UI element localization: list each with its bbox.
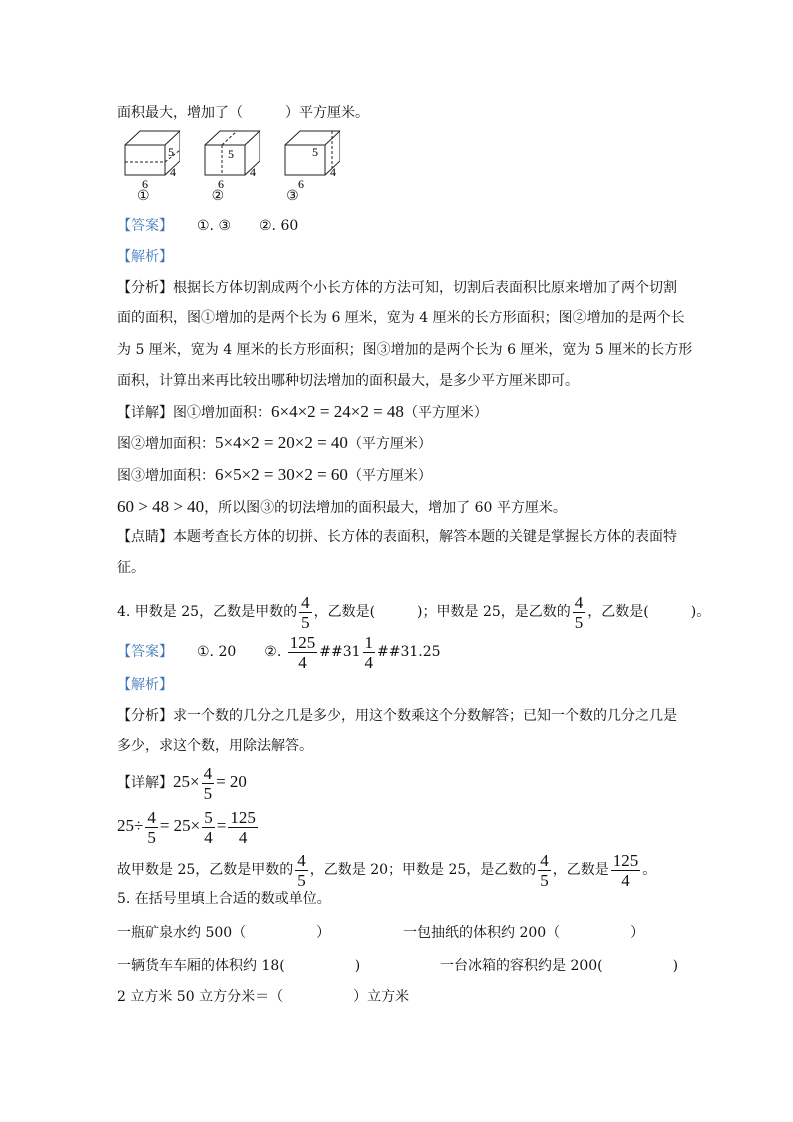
detail-label: 【详解】图①增加面积： bbox=[117, 405, 271, 421]
q4-question bbox=[117, 592, 710, 632]
den: 4 bbox=[298, 652, 307, 672]
den: 4 bbox=[364, 652, 374, 672]
q5-item: 一台冰箱的容积约是 200( ) bbox=[440, 958, 679, 974]
q5-item: 2 立方米 50 立方分米＝（ ）立方米 bbox=[117, 989, 410, 1005]
num: 125 bbox=[289, 632, 316, 652]
figure-label: ③ bbox=[286, 188, 299, 204]
q3-fenxi: 面积，计算出来再比较出哪种切法增加的面积最大，是多少平方厘米即可。 bbox=[117, 373, 579, 389]
den: 5 bbox=[297, 870, 306, 890]
num: 4 bbox=[297, 850, 306, 870]
svg-text:6: 6 bbox=[298, 177, 304, 191]
den: 4 bbox=[621, 870, 630, 890]
equation: 5×4×2 = 20×2 = 40 bbox=[215, 433, 348, 452]
svg-text:6: 6 bbox=[218, 177, 224, 191]
unit: （平方厘米） bbox=[347, 436, 432, 452]
svg-text:6: 6 bbox=[142, 177, 148, 191]
num: 125 bbox=[612, 850, 639, 870]
q5-item: 一包抽纸的体积约 200（ ） bbox=[403, 925, 645, 941]
den: 4 bbox=[204, 827, 213, 847]
figure-label: ② bbox=[211, 188, 225, 204]
cube-figure-1 bbox=[120, 128, 180, 193]
figure-label: ① bbox=[137, 188, 150, 204]
detail-label: 图③增加面积： bbox=[117, 468, 215, 484]
svg-text:4: 4 bbox=[330, 165, 336, 179]
unit: （平方厘米） bbox=[403, 405, 488, 421]
q3-fenxi: 面的面积，图①增加的是两个长为 6 厘米，宽为 4 厘米的长方形面积；图②增加的是两个长 bbox=[117, 310, 685, 326]
fraction bbox=[573, 593, 586, 632]
text: ，乙数是 bbox=[552, 862, 609, 878]
q5-item: 一辆货车车厢的体积约 18( ) bbox=[117, 958, 361, 974]
equation: 60 > 48 > 40 bbox=[117, 497, 205, 516]
cube-figure-3 bbox=[280, 128, 340, 193]
analysis-tag: 【解析】 bbox=[117, 677, 173, 693]
num: 4 bbox=[540, 850, 549, 870]
q3-dianjing: 【点睛】本题考查长方体的切拼、长方体的表面积，解答本题的关键是掌握长方体的表面特 bbox=[117, 529, 677, 545]
q3-tail: 面积最大，增加了（ ）平方厘米。 bbox=[117, 105, 369, 121]
equation: 6×4×2 = 24×2 = 48 bbox=[271, 402, 404, 421]
num: 5 bbox=[204, 807, 213, 827]
num: 4 bbox=[203, 763, 213, 783]
answer-tag: 【答案】 bbox=[117, 218, 173, 234]
den: 5 bbox=[147, 827, 156, 847]
svg-text:4: 4 bbox=[170, 165, 176, 179]
text: ##31 bbox=[319, 644, 361, 660]
num: 4 bbox=[147, 807, 156, 827]
text: ，乙数是( )。 bbox=[587, 604, 711, 620]
eq: = 20 bbox=[216, 772, 247, 791]
den: 5 bbox=[203, 783, 213, 803]
q4-answer: ①. 20 ②. bbox=[197, 644, 282, 660]
eq: 25÷ bbox=[117, 816, 144, 835]
num: 4 bbox=[301, 592, 310, 612]
q5-title: 5. 在括号里填上合适的数或单位。 bbox=[117, 891, 331, 907]
cube-figure-2 bbox=[200, 128, 260, 193]
unit: （平方厘米） bbox=[347, 468, 432, 484]
text: ##31.25 bbox=[377, 644, 441, 660]
text: ，乙数是( )；甲数是 25，是乙数的 bbox=[313, 604, 571, 620]
den: 5 bbox=[540, 870, 549, 890]
fraction bbox=[299, 593, 312, 632]
analysis-tag: 【解析】 bbox=[117, 249, 173, 265]
q4-fenxi: 【分析】求一个数的几分之几是多少，用这个数乘这个分数解答；已知一个数的几分之几是 bbox=[117, 708, 677, 724]
answer-tag: 【答案】 bbox=[117, 644, 173, 660]
svg-text:4: 4 bbox=[250, 165, 256, 179]
svg-text:5: 5 bbox=[228, 147, 234, 161]
num: 125 bbox=[230, 807, 256, 827]
svg-text:5: 5 bbox=[168, 145, 174, 159]
den: 5 bbox=[574, 612, 584, 632]
text: 4. 甲数是 25，乙数是甲数的 bbox=[117, 604, 298, 620]
q3-fenxi: 为 5 厘米，宽为 4 厘米的长方形面积；图③增加的是两个长为 6 厘米，宽为 5 厘米的长方形 bbox=[117, 342, 693, 358]
text: ，乙数是 20；甲数是 25，是乙数的 bbox=[309, 862, 537, 878]
eq: = 25× bbox=[159, 816, 201, 835]
num: 4 bbox=[574, 592, 584, 612]
q5-item: 一瓶矿泉水约 500（ ） bbox=[117, 925, 331, 941]
detail-label: 图②增加面积： bbox=[117, 436, 215, 452]
text: 。 bbox=[642, 862, 657, 878]
eq: 25× bbox=[173, 772, 200, 791]
text: 故甲数是 25，乙数是甲数的 bbox=[117, 862, 294, 878]
q3-dianjing: 征。 bbox=[117, 560, 145, 576]
q3-answer: ①. ③ ②. 60 bbox=[197, 218, 299, 234]
den: 5 bbox=[301, 612, 310, 632]
svg-text:5: 5 bbox=[312, 145, 318, 159]
q4-fenxi: 多少，求这个数，用除法解答。 bbox=[117, 738, 313, 754]
num: 1 bbox=[364, 632, 374, 652]
equation: 6×5×2 = 30×2 = 60 bbox=[215, 465, 348, 484]
den: 4 bbox=[238, 827, 248, 847]
conclusion: ，所以图③的切法增加的面积最大，增加了 60 平方厘米。 bbox=[204, 500, 567, 516]
q3-fenxi: 【分析】根据长方体切割成两个小长方体的方法可知，切割后表面积比原来增加了两个切割 bbox=[117, 280, 677, 296]
detail-label: 【详解】 bbox=[117, 775, 173, 791]
eq: = bbox=[216, 816, 227, 835]
